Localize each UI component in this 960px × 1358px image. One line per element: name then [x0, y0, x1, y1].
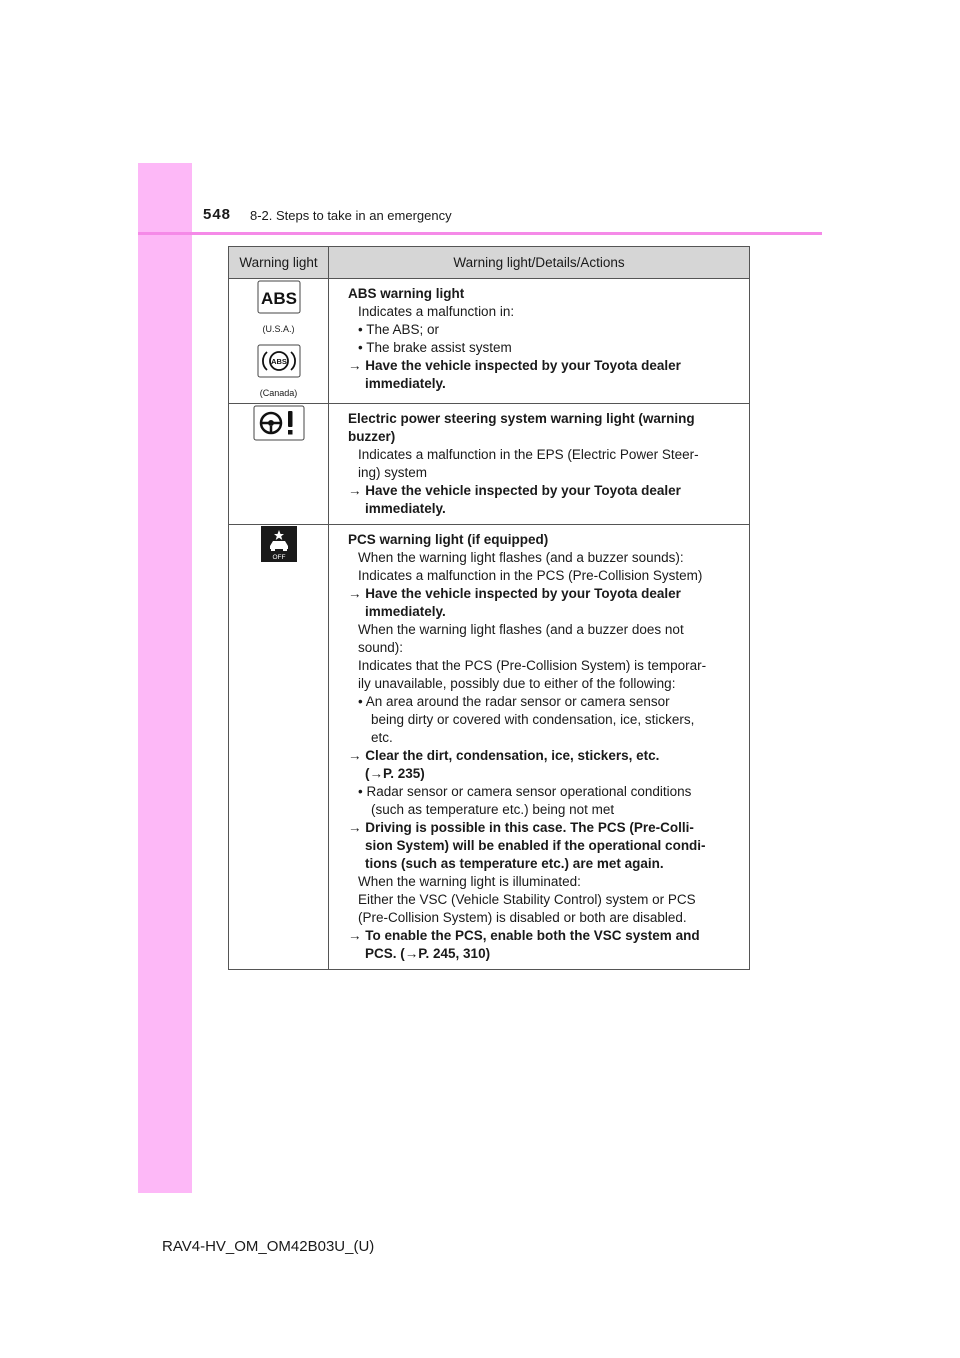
pcs-bullet-cont: etc.: [371, 730, 393, 745]
pcs-action: → Have the vehicle inspected by your Toyota dealer: [348, 586, 681, 601]
abs-title: ABS warning light: [348, 286, 465, 301]
svg-text:ABS: ABS: [270, 357, 287, 366]
abs-usa-icon: [230, 280, 327, 319]
pcs-action-cont: immediately.: [365, 604, 446, 619]
pcs-line: sound):: [358, 640, 404, 655]
table-row-pcs: [229, 525, 750, 970]
pcs-page-ref: (→P. 235): [365, 766, 425, 781]
table-header-row: [229, 247, 750, 279]
pcs-line: Indicates a malfunction in the PCS (Pre-Collision System): [358, 568, 703, 583]
pcs-details: [329, 525, 750, 970]
abs-action-cont: immediately.: [365, 376, 446, 391]
warning-light-table: [228, 246, 750, 970]
pcs-line: When the warning light is illuminated:: [358, 874, 581, 889]
abs-bullet: • The ABS; or: [358, 322, 440, 337]
eps-title: Electric power steering system warning light (warning: [348, 411, 695, 426]
header-rule: [138, 232, 822, 235]
pcs-action: → Driving is possible in this case. The PCS (Pre-Colli-: [348, 820, 694, 835]
eps-details: [329, 404, 750, 525]
abs-icon-cell: [229, 279, 329, 404]
pcs-line: ily unavailable, possibly due to either of the following:: [358, 676, 676, 691]
pcs-line: (Pre-Collision System) is disabled or both are disabled.: [358, 910, 687, 925]
abs-canada-label: (Canada): [259, 388, 298, 398]
eps-line: ing) system: [358, 465, 428, 480]
col-header-details: Warning light/Details/Actions: [329, 247, 750, 279]
pcs-line: Indicates that the PCS (Pre-Collision System) is temporar-: [358, 658, 707, 673]
abs-canada-icon: [230, 344, 327, 383]
abs-bullet: • The brake assist system: [358, 340, 512, 355]
abs-icon-text: ABS: [260, 289, 297, 308]
pcs-bullet-cont: being dirty or covered with condensation, ice, stickers,: [371, 712, 695, 727]
table-row-abs: [229, 279, 750, 404]
pcs-title: PCS warning light (if equipped): [348, 532, 549, 547]
pcs-action: → To enable the PCS, enable both the VSC system and: [348, 928, 700, 943]
document-code: RAV4-HV_OM_OM42B03U_(U): [162, 1238, 375, 1255]
col-header-warning-light: Warning light: [229, 247, 329, 279]
eps-action: → Have the vehicle inspected by your Toyota dealer: [348, 483, 681, 498]
pcs-icon-cell: [229, 525, 329, 970]
abs-usa-label: (U.S.A.): [262, 324, 295, 334]
abs-details: [329, 279, 750, 404]
page-number: 548: [203, 206, 232, 223]
abs-action: → Have the vehicle inspected by your Toyota dealer: [348, 358, 681, 373]
pcs-line: When the warning light flashes (and a buzzer does not: [358, 622, 684, 637]
eps-line: Indicates a malfunction in the EPS (Electric Power Steer-: [358, 447, 699, 462]
pcs-bullet: • Radar sensor or camera sensor operational conditions: [358, 784, 692, 799]
pcs-bullet-cont: (such as temperature etc.) being not met: [371, 802, 615, 817]
steering-warning-icon: [230, 405, 327, 446]
pcs-off-icon: [230, 526, 327, 567]
pcs-bullet: • An area around the radar sensor or camera sensor: [358, 694, 670, 709]
section-title: 8-2. Steps to take in an emergency: [250, 208, 452, 223]
pcs-action-cont: sion System) will be enabled if the operational condi-: [365, 838, 706, 853]
eps-title-cont: buzzer): [348, 429, 396, 444]
abs-line: Indicates a malfunction in:: [358, 304, 515, 319]
eps-action-cont: immediately.: [365, 501, 446, 516]
pcs-line: When the warning light flashes (and a buzzer sounds):: [358, 550, 684, 565]
chapter-side-tab: [138, 163, 192, 1193]
pcs-line: Either the VSC (Vehicle Stability Control) system or PCS: [358, 892, 696, 907]
pcs-action: → Clear the dirt, condensation, ice, stickers, etc.: [348, 748, 660, 763]
eps-icon-cell: [229, 404, 329, 525]
table-row-eps: [229, 404, 750, 525]
pcs-icon-text: OFF: [272, 554, 285, 561]
pcs-page-ref: PCS. (→P. 245, 310): [365, 946, 491, 961]
pcs-action-cont: tions (such as temperature etc.) are met again.: [365, 856, 664, 871]
